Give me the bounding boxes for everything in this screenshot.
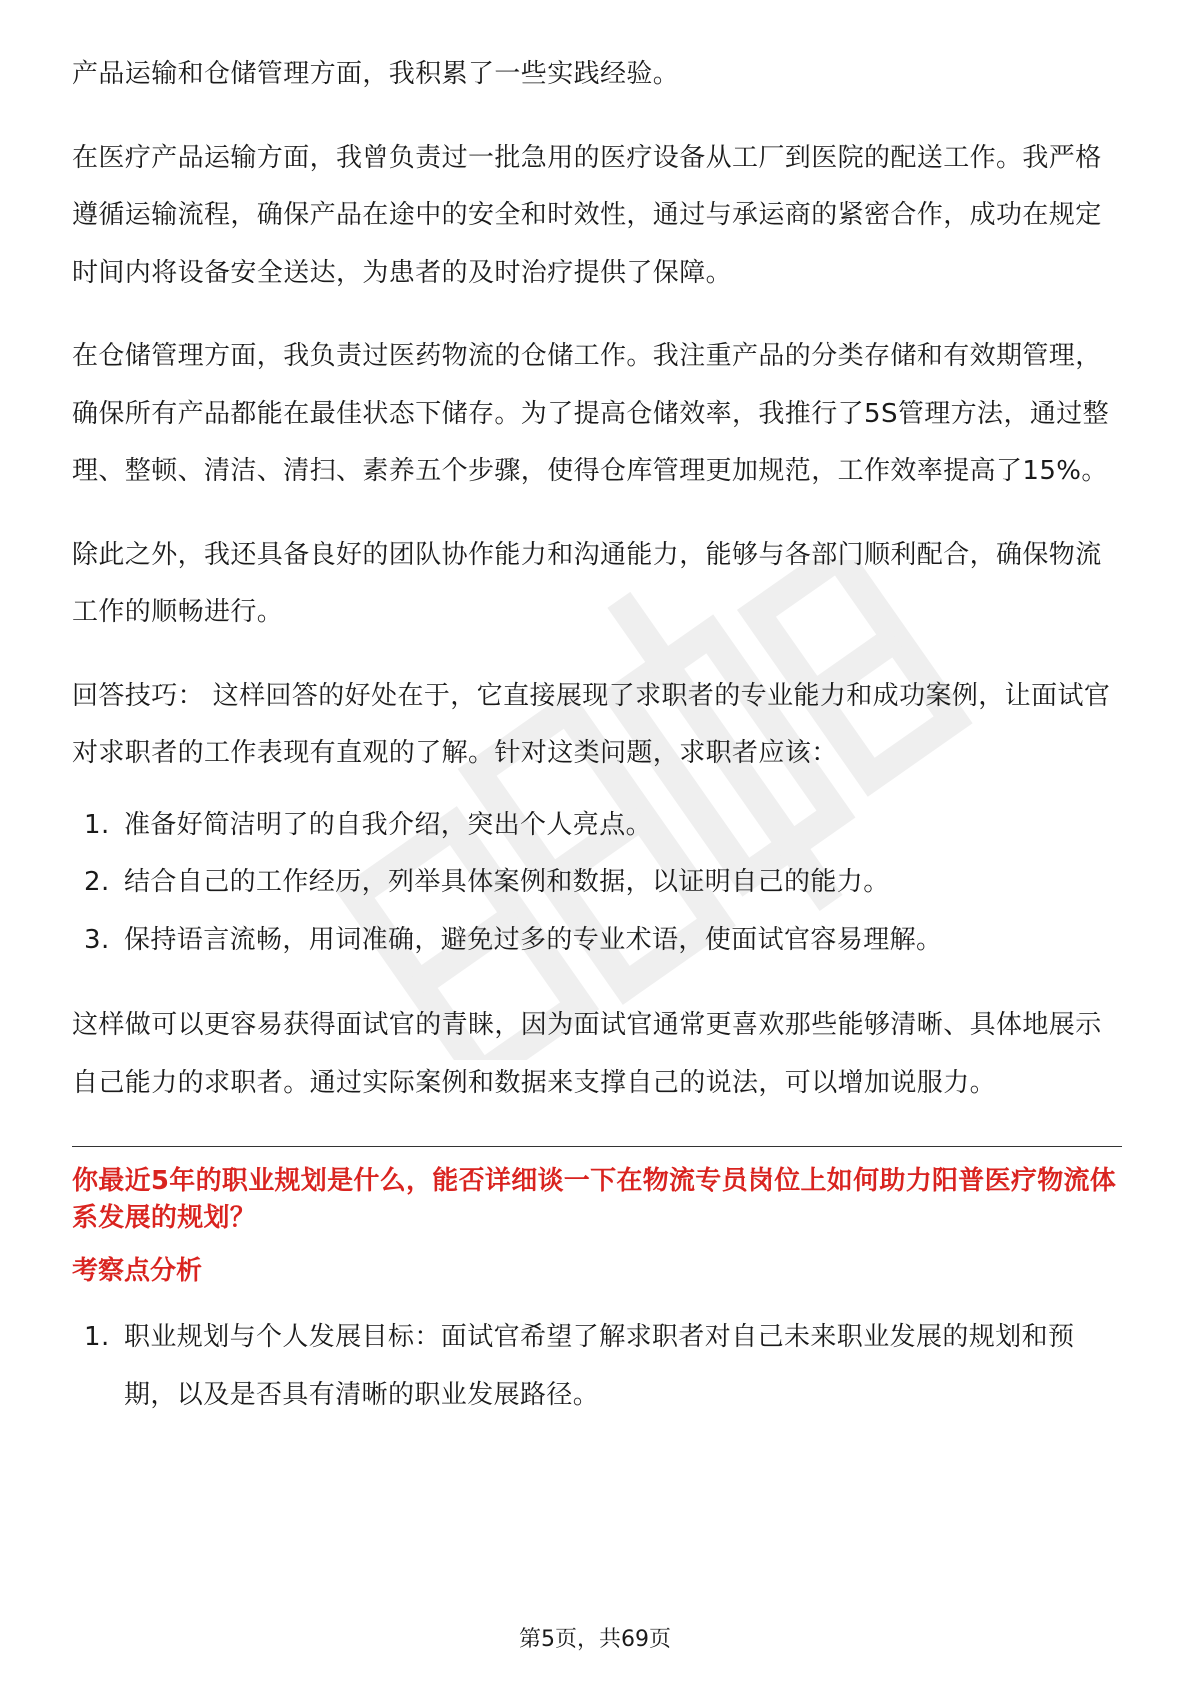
page-footer: 第5页，共69页 bbox=[519, 1627, 671, 1652]
paragraph-teamwork: 除此之外，我还具备良好的团队协作能力和沟通能力，能够与各部门顺利配合，确保物流工作的顺畅进行。 bbox=[72, 539, 1102, 627]
list-text: 保持语言流畅，用词准确，避免过多的专业术语，使面试官容易理解。 bbox=[124, 924, 943, 955]
list-number: 3. bbox=[84, 924, 110, 955]
question-heading: 你最近5年的职业规划是什么，能否详细谈一下在物流专员岗位上如何助力阳普医疗物流体系发展的规划？ bbox=[72, 1166, 1117, 1233]
list-item bbox=[72, 797, 1122, 855]
list-item bbox=[72, 912, 1122, 970]
analysis-list bbox=[72, 1309, 1122, 1424]
list-number: 2. bbox=[84, 867, 110, 897]
analysis-title: 考察点分析 bbox=[72, 1256, 203, 1286]
list-text: 职业规划与个人发展目标：面试官希望了解求职者对自己未来职业发展的规划和预期，以及是否具有清晰的职业发展路径。 bbox=[124, 1322, 1075, 1410]
list-number: 1. bbox=[84, 809, 110, 840]
paragraph-1: 产品运输和仓储管理方面，我积累了一些实践经验。 bbox=[72, 59, 680, 89]
paragraph-tips-intro: 回答技巧： 这样回答的好处在于，它直接展现了求职者的专业能力和成功案例，让面试官对求职者的工作表现有直观的了解。针对这类问题，求职者应该： bbox=[72, 680, 1111, 768]
tips-list bbox=[72, 797, 1122, 970]
paragraph-closing: 这样做可以更容易获得面试官的青睐，因为面试官通常更喜欢那些能够清晰、具体地展示自己能力的求职者。通过实际案例和数据来支撑自己的说法，可以增加说服力。 bbox=[72, 1010, 1102, 1098]
list-text: 结合自己的工作经历，列举具体案例和数据，以证明自己的能力。 bbox=[124, 867, 890, 897]
list-item bbox=[72, 854, 1122, 912]
list-text: 准备好简洁明了的自我介绍，突出个人亮点。 bbox=[124, 809, 653, 840]
paragraph-transport: 在医疗产品运输方面，我曾负责过一批急用的医疗设备从工厂到医院的配送工作。我严格遵循运输流程，确保产品在途中的安全和时效性，通过与承运商的紧密合作，成功在规定时间内将设备安全送达，为患者的及时治疗提供了保障。 bbox=[72, 142, 1102, 288]
paragraph-warehouse: 在仓储管理方面，我负责过医药物流的仓储工作。我注重产品的分类存储和有效期管理，确保所有产品都能在最佳状态下储存。为了提高仓储效率，我推行了5S管理方法，通过整理、整顿、清洁、清扫、素养五个步骤，使得仓库管理更加规范，工作效率提高了15%。 bbox=[72, 341, 1110, 486]
content-area bbox=[72, 46, 1122, 1424]
list-number: 1. bbox=[84, 1322, 110, 1352]
list-item bbox=[72, 1309, 1122, 1424]
